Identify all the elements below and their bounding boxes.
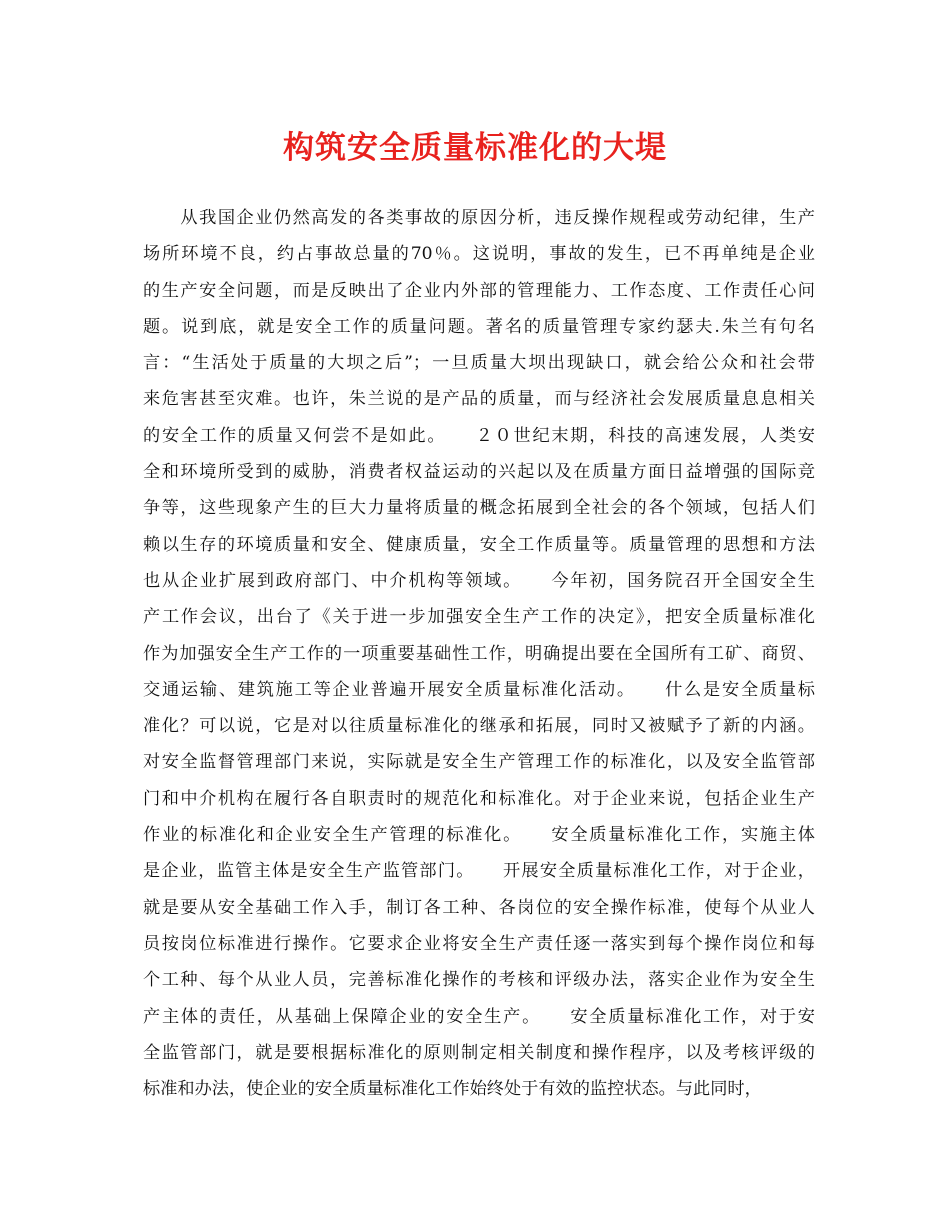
- body-line: 全和环境所受到的威胁，消费者权益运动的兴起以及在质量方面日益增强的国际竞: [143, 462, 815, 483]
- body-line: 言：“生活处于质量的大坝之后”；一旦质量大坝出现缺口，就会给公众和社会带: [143, 353, 815, 374]
- body-line: 产工作会议，出台了《关于进一步加强安全生产工作的决定》，把安全质量标准化: [143, 607, 815, 628]
- body-line: 的生产安全问题，而是反映出了企业内外部的管理能力、工作态度、工作责任心问: [143, 280, 815, 301]
- body-line: 从我国企业仍然高发的各类事故的原因分析，违反操作规程或劳动纪律，生产: [143, 208, 815, 228]
- body-line: 场所环境不良，约占事故总量的70％。这说明，事故的发生，已不再单纯是企业: [143, 244, 815, 265]
- body-line: 标准和办法，使企业的安全质量标准化工作始终处于有效的监控状态。与此同时，: [143, 1079, 762, 1100]
- body-line: 准化？可以说，它是对以往质量标准化的继承和拓展，同时又被赋予了新的内涵。: [143, 716, 815, 737]
- body-line: 个工种、每个从业人员，完善标准化操作的考核和评级办法，落实企业作为安全生: [143, 970, 815, 991]
- body-line: 对安全监督管理部门来说，实际就是安全生产管理工作的标准化，以及安全监管部: [143, 752, 815, 773]
- body-line: 员按岗位标准进行操作。它要求企业将安全生产责任逐一落实到每个操作岗位和每: [143, 933, 815, 954]
- body-line: 也从企业扩展到政府部门、中介机构等领域。 今年初，国务院召开全国安全生: [143, 570, 815, 591]
- body-line: 全监管部门，就是要根据标准化的原则制定相关制度和操作程序，以及考核评级的: [143, 1042, 815, 1063]
- body-line: 的安全工作的质量又何尝不是如此。 ２０世纪末期，科技的高速发展，人类安: [143, 425, 815, 446]
- body-line: 产主体的责任，从基础上保障企业的安全生产。 安全质量标准化工作，对于安: [143, 1006, 815, 1027]
- body-line: 赖以生存的环境质量和安全、健康质量，安全工作质量等。质量管理的思想和方法: [143, 534, 815, 555]
- body-line: 是企业，监管主体是安全生产监管部门。 开展安全质量标准化工作，对于企业，: [143, 861, 815, 882]
- body-line: 作为加强安全生产工作的一项重要基础性工作，明确提出要在全国所有工矿、商贸、: [143, 643, 815, 664]
- body-line: 交通运输、建筑施工等企业普遍开展安全质量标准化活动。 什么是安全质量标: [143, 679, 815, 700]
- body-line: 来危害甚至灾难。也许，朱兰说的是产品的质量，而与经济社会发展质量息息相关: [143, 389, 815, 410]
- document-title: 构筑安全质量标准化的大堤: [283, 130, 667, 166]
- document-body: [143, 200, 815, 1107]
- body-line: 门和中介机构在履行各自职责时的规范化和标准化。对于企业来说，包括企业生产: [143, 788, 815, 809]
- body-line: 争等，这些现象产生的巨大力量将质量的概念拓展到全社会的各个领域，包括人们: [143, 498, 815, 519]
- body-line: 就是要从安全基础工作入手，制订各工种、各岗位的安全操作标准，使每个从业人: [143, 897, 815, 918]
- body-line: 作业的标准化和企业安全生产管理的标准化。 安全质量标准化工作，实施主体: [143, 825, 815, 846]
- body-line: 题。说到底，就是安全工作的质量问题。著名的质量管理专家约瑟夫.朱兰有句名: [143, 316, 815, 337]
